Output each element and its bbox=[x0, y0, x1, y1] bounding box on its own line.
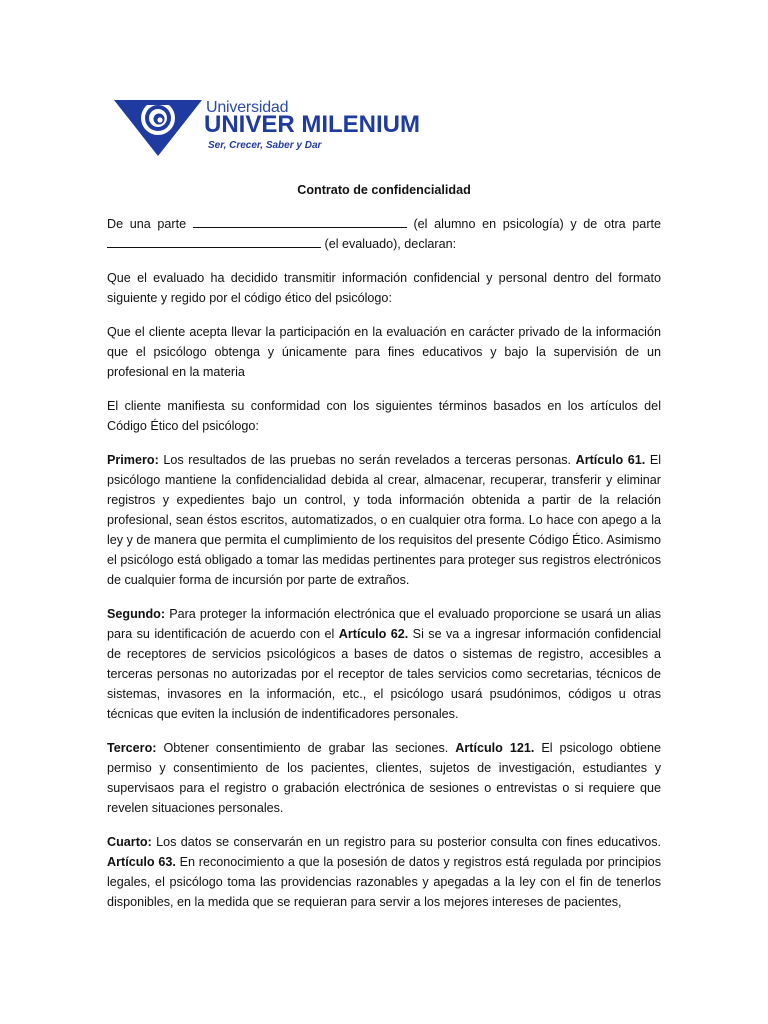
clause-article: Artículo 61. bbox=[575, 453, 646, 467]
clause-segundo bbox=[107, 604, 661, 724]
clause-label: Primero: bbox=[107, 453, 159, 467]
evaluator-name-blank[interactable] bbox=[193, 215, 407, 228]
clause-text: Obtener consentimiento de grabar las seciones. bbox=[163, 741, 449, 755]
clause-primero bbox=[107, 450, 661, 590]
university-logo bbox=[112, 96, 432, 160]
logo-emblem-icon bbox=[112, 96, 204, 158]
clause-article: Artículo 63. bbox=[107, 855, 176, 869]
paragraph-1: Que el evaluado ha decidido transmitir información confidencial y personal dentro del formato siguiente y regido por el código ético del psicólogo: bbox=[107, 271, 661, 305]
clause-label: Segundo: bbox=[107, 607, 166, 621]
clause-article-text: Si se va a ingresar información confidencial de receptores de servicios psicológicos a bases de datos o sistemas de registro, accesibles a terceras personas no autorizadas por el receptor de tales servicios como secretarias, técnicos de sistemas, invasores en la información, etc., el psicólogo usará psudónimos, códigos u otras técnicas que eviten la inclusión de indentificadores personales. bbox=[107, 627, 662, 721]
evaluated-name-blank[interactable] bbox=[107, 235, 321, 248]
logo-university-word: Universidad bbox=[206, 99, 289, 116]
clause-article: Artículo 62. bbox=[338, 627, 409, 641]
clause-text: Para proteger la información electrónica que el evaluado proporcione se usará un alias para su identificación de acuerdo con el bbox=[107, 607, 661, 641]
document-body bbox=[107, 180, 661, 926]
clause-article-text: En reconocimiento a que la posesión de datos y registros está regulada por principios legales, el psicólogo toma las providencias razonables y apegadas a la ley con el fin de tenerlos disponibles, en la medida que se requieran para servir a los mejores intereses de pacientes, bbox=[107, 855, 661, 909]
clause-article-text: El psicologo obtiene permiso y consentimiento de los pacientes, clientes, sujetos de investigación, estudiantes y supervisaos para el registro o grabación electrónica de sesiones o entrevistas o si requiere que revelen situaciones personales. bbox=[107, 741, 662, 815]
clause-article-text: El psicólogo mantiene la confidencialidad debida al crear, almacenar, recuperar, transferir y eliminar registros y expedientes bajo un control, y toda información obtenida a partir de la relación profesional, sean éstos escritos, automatizados, o en cualquier otra forma. Lo hace con apego a la ley y de manera que permita el cumplimiento de los requisitos del presente Código Ético. Asimismo el psicólogo está obligado a tomar las medidas pertinentes para proteger sus registros electrónicos de cualquier forma de incursión por parte de extraños. bbox=[107, 453, 662, 587]
clause-label: Cuarto: bbox=[107, 835, 152, 849]
document-title: Contrato de confidencialidad bbox=[297, 183, 471, 197]
intro-paragraph bbox=[107, 214, 661, 254]
clause-cuarto bbox=[107, 832, 661, 912]
clause-text: Los resultados de las pruebas no serán revelados a terceras personas. bbox=[163, 453, 572, 467]
clause-label: Tercero: bbox=[107, 741, 157, 755]
intro-part1: De una parte bbox=[107, 217, 187, 231]
clause-text: Los datos se conservarán en un registro para su posterior consulta con fines educativos. bbox=[156, 835, 661, 849]
paragraph-3: El cliente manifiesta su conformidad con los siguientes términos basados en los artículos del Código Ético del psicólogo: bbox=[107, 399, 661, 433]
clause-article: Artículo 121. bbox=[455, 741, 535, 755]
clause-tercero bbox=[107, 738, 661, 818]
intro-part2: (el alumno en psicología) y de otra parte bbox=[413, 217, 662, 231]
paragraph-2: Que el cliente acepta llevar la participación en la evaluación en carácter privado de la información que el psicólogo obtenga y únicamente para fines educativos y bajo la supervisión de un profesional en la materia bbox=[107, 325, 661, 379]
intro-part3: (el evaluado), declaran: bbox=[324, 237, 457, 251]
logo-name: UNIVER MILENIUM bbox=[204, 111, 420, 138]
logo-slogan: Ser, Crecer, Saber y Dar bbox=[208, 140, 322, 151]
